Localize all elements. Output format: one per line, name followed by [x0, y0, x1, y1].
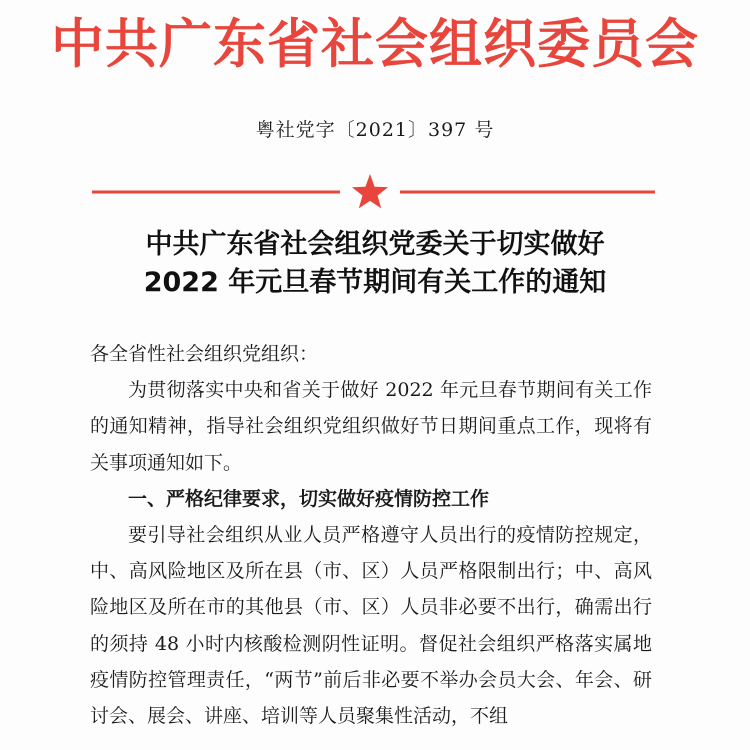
salutation: 各全省性社会组织党组织： [90, 343, 319, 365]
document-body [90, 336, 652, 734]
intro-paragraph: 为贯彻落实中央和省关于做好 2022 年元旦春节期间有关工作的通知精神，指导社会组织党组织做好节日期间重点工作，现将有关事项通知如下。 [90, 379, 652, 474]
section-1-paragraph: 要引导社会组织从业人员严格遵守人员出行的疫情防控规定，中、高风险地区及所在县（市、区）人员严格限制出行；中、高风险地区及所在市的其他县（市、区）人员非必要不出行，确需出行的须持 48 小时内核酸检测阴性证明。督促社会组织严格落实属地疫情防控管理责任，“两节”前后非必要不举办会员大会、年会、研讨会、展会、讲座、培训等人员聚集性活动，不组 [90, 524, 652, 728]
document-title [0, 226, 750, 302]
title-line-1: 中共广东省社会组织党委关于切实做好 [145, 229, 605, 260]
red-divider [0, 170, 750, 210]
document-number: 粤社党字〔2021〕397 号 [255, 119, 495, 141]
section-heading-1: 一、严格纪律要求，切实做好疫情防控工作 [128, 487, 490, 510]
masthead-title: 中共广东省社会组织委员会 [51, 14, 699, 75]
star-icon [352, 174, 388, 208]
title-line-2: 2022 年元旦春节期间有关工作的通知 [143, 267, 607, 298]
